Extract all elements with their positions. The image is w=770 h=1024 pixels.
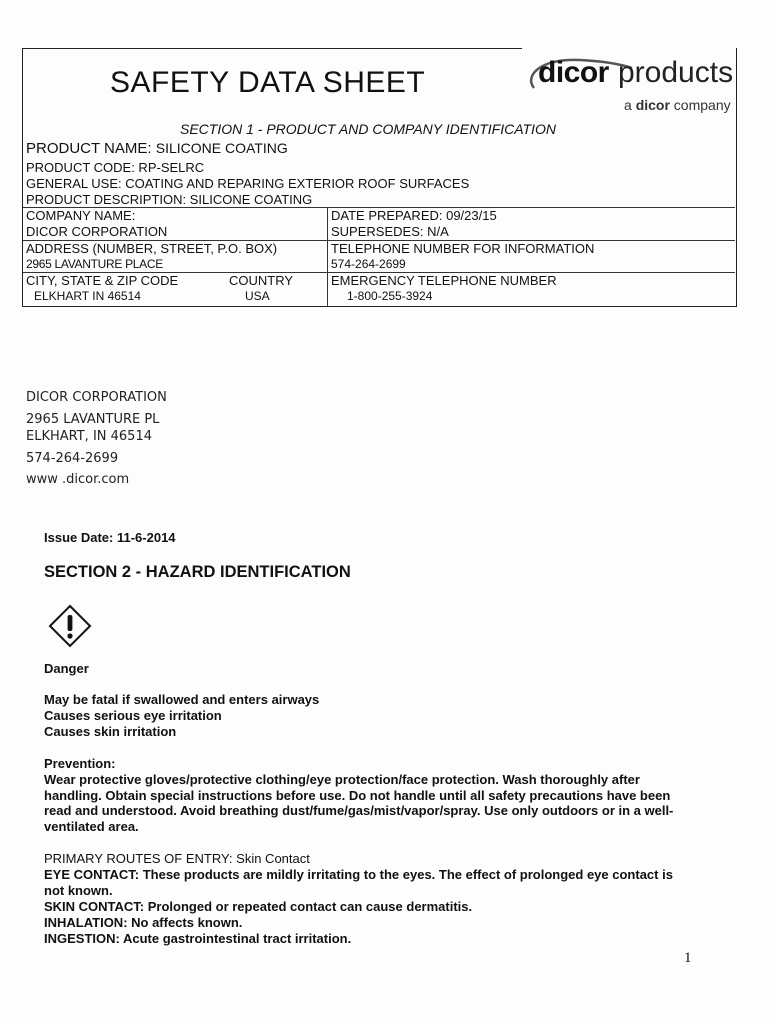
address-block-city: ELKHART, IN 46514 — [26, 429, 152, 444]
page-number: 1 — [684, 950, 692, 966]
skin-contact: SKIN CONTACT: Prolonged or repeated contact can cause dermatitis. — [44, 899, 473, 914]
logo-products-word: products — [618, 56, 734, 89]
supersedes: SUPERSEDES: N/A — [331, 224, 449, 239]
city-label: CITY, STATE & ZIP CODE — [26, 273, 179, 288]
address-block-web: www .dicor.com — [26, 472, 130, 487]
product-name-line: PRODUCT NAME: SILICONE COATING — [26, 140, 288, 157]
hazard-statement: Causes serious eye irritation — [44, 708, 222, 723]
inhalation: INHALATION: No affects known. — [44, 915, 243, 930]
country-value: USA — [245, 289, 270, 303]
emergency-phone-label: EMERGENCY TELEPHONE NUMBER — [331, 273, 557, 288]
address-label: ADDRESS (NUMBER, STREET, P.O. BOX) — [26, 241, 278, 256]
general-use: GENERAL USE: COATING AND REPARING EXTERIOR ROOF SURFACES — [26, 176, 470, 191]
logo-dicor-word: dicor — [538, 56, 609, 89]
table-divider — [327, 207, 328, 306]
country-label: COUNTRY — [229, 273, 294, 288]
company-name-label: COMPANY NAME: — [26, 208, 136, 223]
company-name-value: DICOR CORPORATION — [26, 224, 168, 239]
issue-date: Issue Date: 11-6-2014 — [44, 530, 176, 545]
product-code: PRODUCT CODE: RP-SELRC — [26, 160, 205, 175]
info-phone-value: 574-264-2699 — [331, 257, 406, 271]
document-title: SAFETY DATA SHEET — [110, 66, 426, 99]
prevention-text: Wear protective gloves/protective clothing/eye protection/face protection. Wash thoroughly after handling. Obtain special instructions before use. Do not handle until all safety precautions have been read and understood. Avoid breathing dust/fume/gas/mist/vapor/spray. Use only outdoors or in a well-ventilated area. — [44, 772, 674, 835]
date-prepared: DATE PREPARED: 09/23/15 — [331, 208, 497, 223]
section1-heading: SECTION 1 - PRODUCT AND COMPANY IDENTIFICATION — [180, 121, 556, 137]
eye-contact: EYE CONTACT: These products are mildly irritating to the eyes. The effect of prolonged eye contact is not known. — [44, 867, 673, 898]
address-block-name: DICOR CORPORATION — [26, 390, 167, 405]
exclamation-mark-diamond-icon — [48, 604, 92, 648]
emergency-phone-value: 1-800-255-3924 — [347, 289, 433, 303]
address-block-phone: 574-264-2699 — [26, 451, 119, 466]
prevention-label: Prevention: — [44, 756, 116, 771]
primary-routes: PRIMARY ROUTES OF ENTRY: Skin Contact — [44, 851, 310, 866]
dicor-logo — [520, 54, 735, 116]
info-phone-label: TELEPHONE NUMBER FOR INFORMATION — [331, 241, 595, 256]
city-value: ELKHART IN 46514 — [34, 289, 141, 303]
hazard-statement: Causes skin irritation — [44, 724, 177, 739]
logo-tagline: a dicor company — [624, 97, 731, 113]
ingestion: INGESTION: Acute gastrointestinal tract irritation. — [44, 931, 352, 946]
product-description: PRODUCT DESCRIPTION: SILICONE COATING — [26, 192, 313, 207]
address-value: 2965 LAVANTURE PLACE — [26, 257, 163, 271]
address-block-street: 2965 LAVANTURE PL — [26, 412, 160, 427]
signal-word: Danger — [44, 661, 89, 676]
section2-heading: SECTION 2 - HAZARD IDENTIFICATION — [44, 563, 351, 581]
hazard-statement: May be fatal if swallowed and enters airways — [44, 692, 320, 707]
